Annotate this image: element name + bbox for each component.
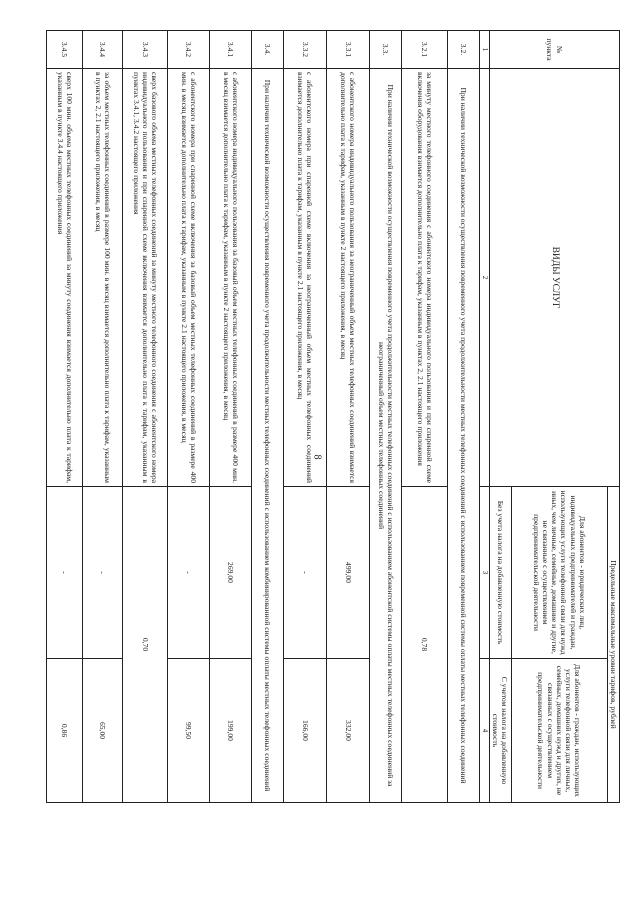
section-heading: При наличии технической возможности осуществления повременного учета продолжительности местных телефонных соединений с использованием комбинированной системы оплаты местных телефонных соединений: [252, 69, 284, 803]
row-num: 3.3.: [370, 31, 402, 69]
col-citizens-header: Для абонентов - граждан, использующих услуги телефонной связи для личных, семейных, домашних нужд и других, не связанных с осуществлением предпринимательской деятельности: [511, 659, 607, 803]
table-row: [168, 31, 210, 803]
col-index-1: 1: [480, 31, 490, 69]
col-num-header: № пункта: [489, 31, 619, 69]
row-value-without-vat: -: [168, 487, 210, 659]
row-value: 0,78: [402, 487, 448, 803]
table-row: [448, 31, 480, 803]
col-index-4: 4: [480, 659, 490, 803]
table-row: [47, 31, 83, 803]
section-heading: При наличии технической возможности осуществления повременного учета продолжительности местных телефонных соединений с использованием повременной системы оплаты местных телефонных соединений: [448, 69, 480, 803]
col-without-vat-header: Без учета налога на добавленную стоимость: [489, 487, 511, 659]
row-description: сверх базового объема местных телефонных соединений за минуту местного телефонного соединения с абонентского номера индивидуального пользования и при спаренной схеме включения взимается дополнительно плата к тарифам, указанным в пунктах 3.4.1, 3.4.2 настоящего приложения: [123, 69, 168, 487]
row-description: сверх 100 мин. объема местных телефонных соединений за минуту соединения взимается дополнительно плата к тарифам, указанным в пункте 3.4.4 настоящего приложения: [47, 69, 83, 487]
row-value-without-vat: 269,00: [210, 487, 252, 659]
row-value-without-vat: 499,00: [327, 487, 370, 659]
row-value-with-vat: 0,86: [47, 659, 83, 803]
table-row: [252, 31, 284, 803]
row-value-without-vat: -: [284, 487, 327, 659]
table-row: [327, 31, 370, 803]
row-num: 3.4.5: [47, 31, 83, 69]
row-value-with-vat: 332,00: [327, 659, 370, 803]
row-value-with-vat: 199,00: [210, 659, 252, 803]
row-value: 0,70: [123, 487, 168, 803]
section-heading: При наличии технической возможности осуществления повременного учета продолжительности местных телефонных соединений с использованием абонентской системы оплаты местных телефонных соединений за неограниченный объем местных телефонных соединений: [370, 69, 402, 803]
row-num: 3.4.2: [168, 31, 210, 69]
tariff-group-header: Предельные максимальные уровни тарифов, рублей: [607, 487, 619, 803]
table-row: [83, 31, 123, 803]
row-num: 3.4.4: [83, 31, 123, 69]
row-description: с абонентского номера индивидуального пользования за базовый объем местных телефонных соединений в размере 400 мин. в месяц взимается дополнительно плата к тарифам, указанным в пункте 2 настоящего приложения, в месяц: [210, 69, 252, 487]
table-row: [210, 31, 252, 803]
row-num: 3.2.1: [402, 31, 448, 69]
row-num: 3.4.: [252, 31, 284, 69]
row-num: 3.3.1: [327, 31, 370, 69]
row-description: с абонентского номера при спаренной схеме включения за базовый объем местных телефонных соединений в размере 400 мин. в месяц взимается дополнительно плата к тарифам, указанным в пункте 2.1 настоящего приложения, в месяц: [168, 69, 210, 487]
row-num: 3.4.1: [210, 31, 252, 69]
table-row: [123, 31, 168, 803]
col-index-2: 2: [480, 69, 490, 487]
row-description: за объем местных телефонных соединений в размере 100 мин. в месяц взимается дополнительно плата к тарифам, указанным в пунктах 2, 2.1 настоящего приложения, в месяц: [83, 69, 123, 487]
row-description: с абонентского номера индивидуального пользования за неограниченный объем местных телефонных соединений взимается дополнительно плата к тарифам, указанным в пункте 2 настоящего приложения, в месяц: [327, 69, 370, 487]
row-value-with-vat: 166,00: [284, 659, 327, 803]
col-service-header: ВИДЫ УСЛУГ: [489, 69, 619, 487]
table-row: [284, 31, 327, 803]
row-description: за минуту местного телефонного соединения с абонентского номера индивидуального пользования и при спаренной схеме включения оборудования взимается дополнительно плата к тарифам, указанным в пунктах 2, 2.1 настоящего приложения: [402, 69, 448, 487]
row-value-with-vat: 99,50: [168, 659, 210, 803]
row-value-without-vat: -: [47, 487, 83, 659]
col-index-3: 3: [480, 487, 490, 659]
table-row: [402, 31, 448, 803]
rotated-page: [20, 30, 620, 900]
col-legal-entities-header: Для абонентов - юридических лиц, индивидуальных предпринимателей и граждан, использующих услуги телефонной связи для нужд иных, чем личные, семейные, домашние и другие, не связанные с осуществлением предпринимательской деятельности: [511, 487, 607, 659]
row-description: с абонентского номера при спаренной схеме включения за неограниченный объем местных телефонных соединений взимается дополнительно плата к тарифам, указанным в пункте 2.1 настоящего приложения, в месяц: [284, 69, 327, 487]
tariff-table: [46, 30, 620, 803]
page-number: 8: [311, 454, 323, 460]
row-num: 3.3.2: [284, 31, 327, 69]
col-with-vat-header: С учетом налога на добавленную стоимость: [489, 659, 511, 803]
row-num: 3.2.: [448, 31, 480, 69]
row-value-without-vat: -: [83, 487, 123, 659]
row-value-with-vat: 65,00: [83, 659, 123, 803]
row-num: 3.4.3: [123, 31, 168, 69]
table-row: [370, 31, 402, 803]
